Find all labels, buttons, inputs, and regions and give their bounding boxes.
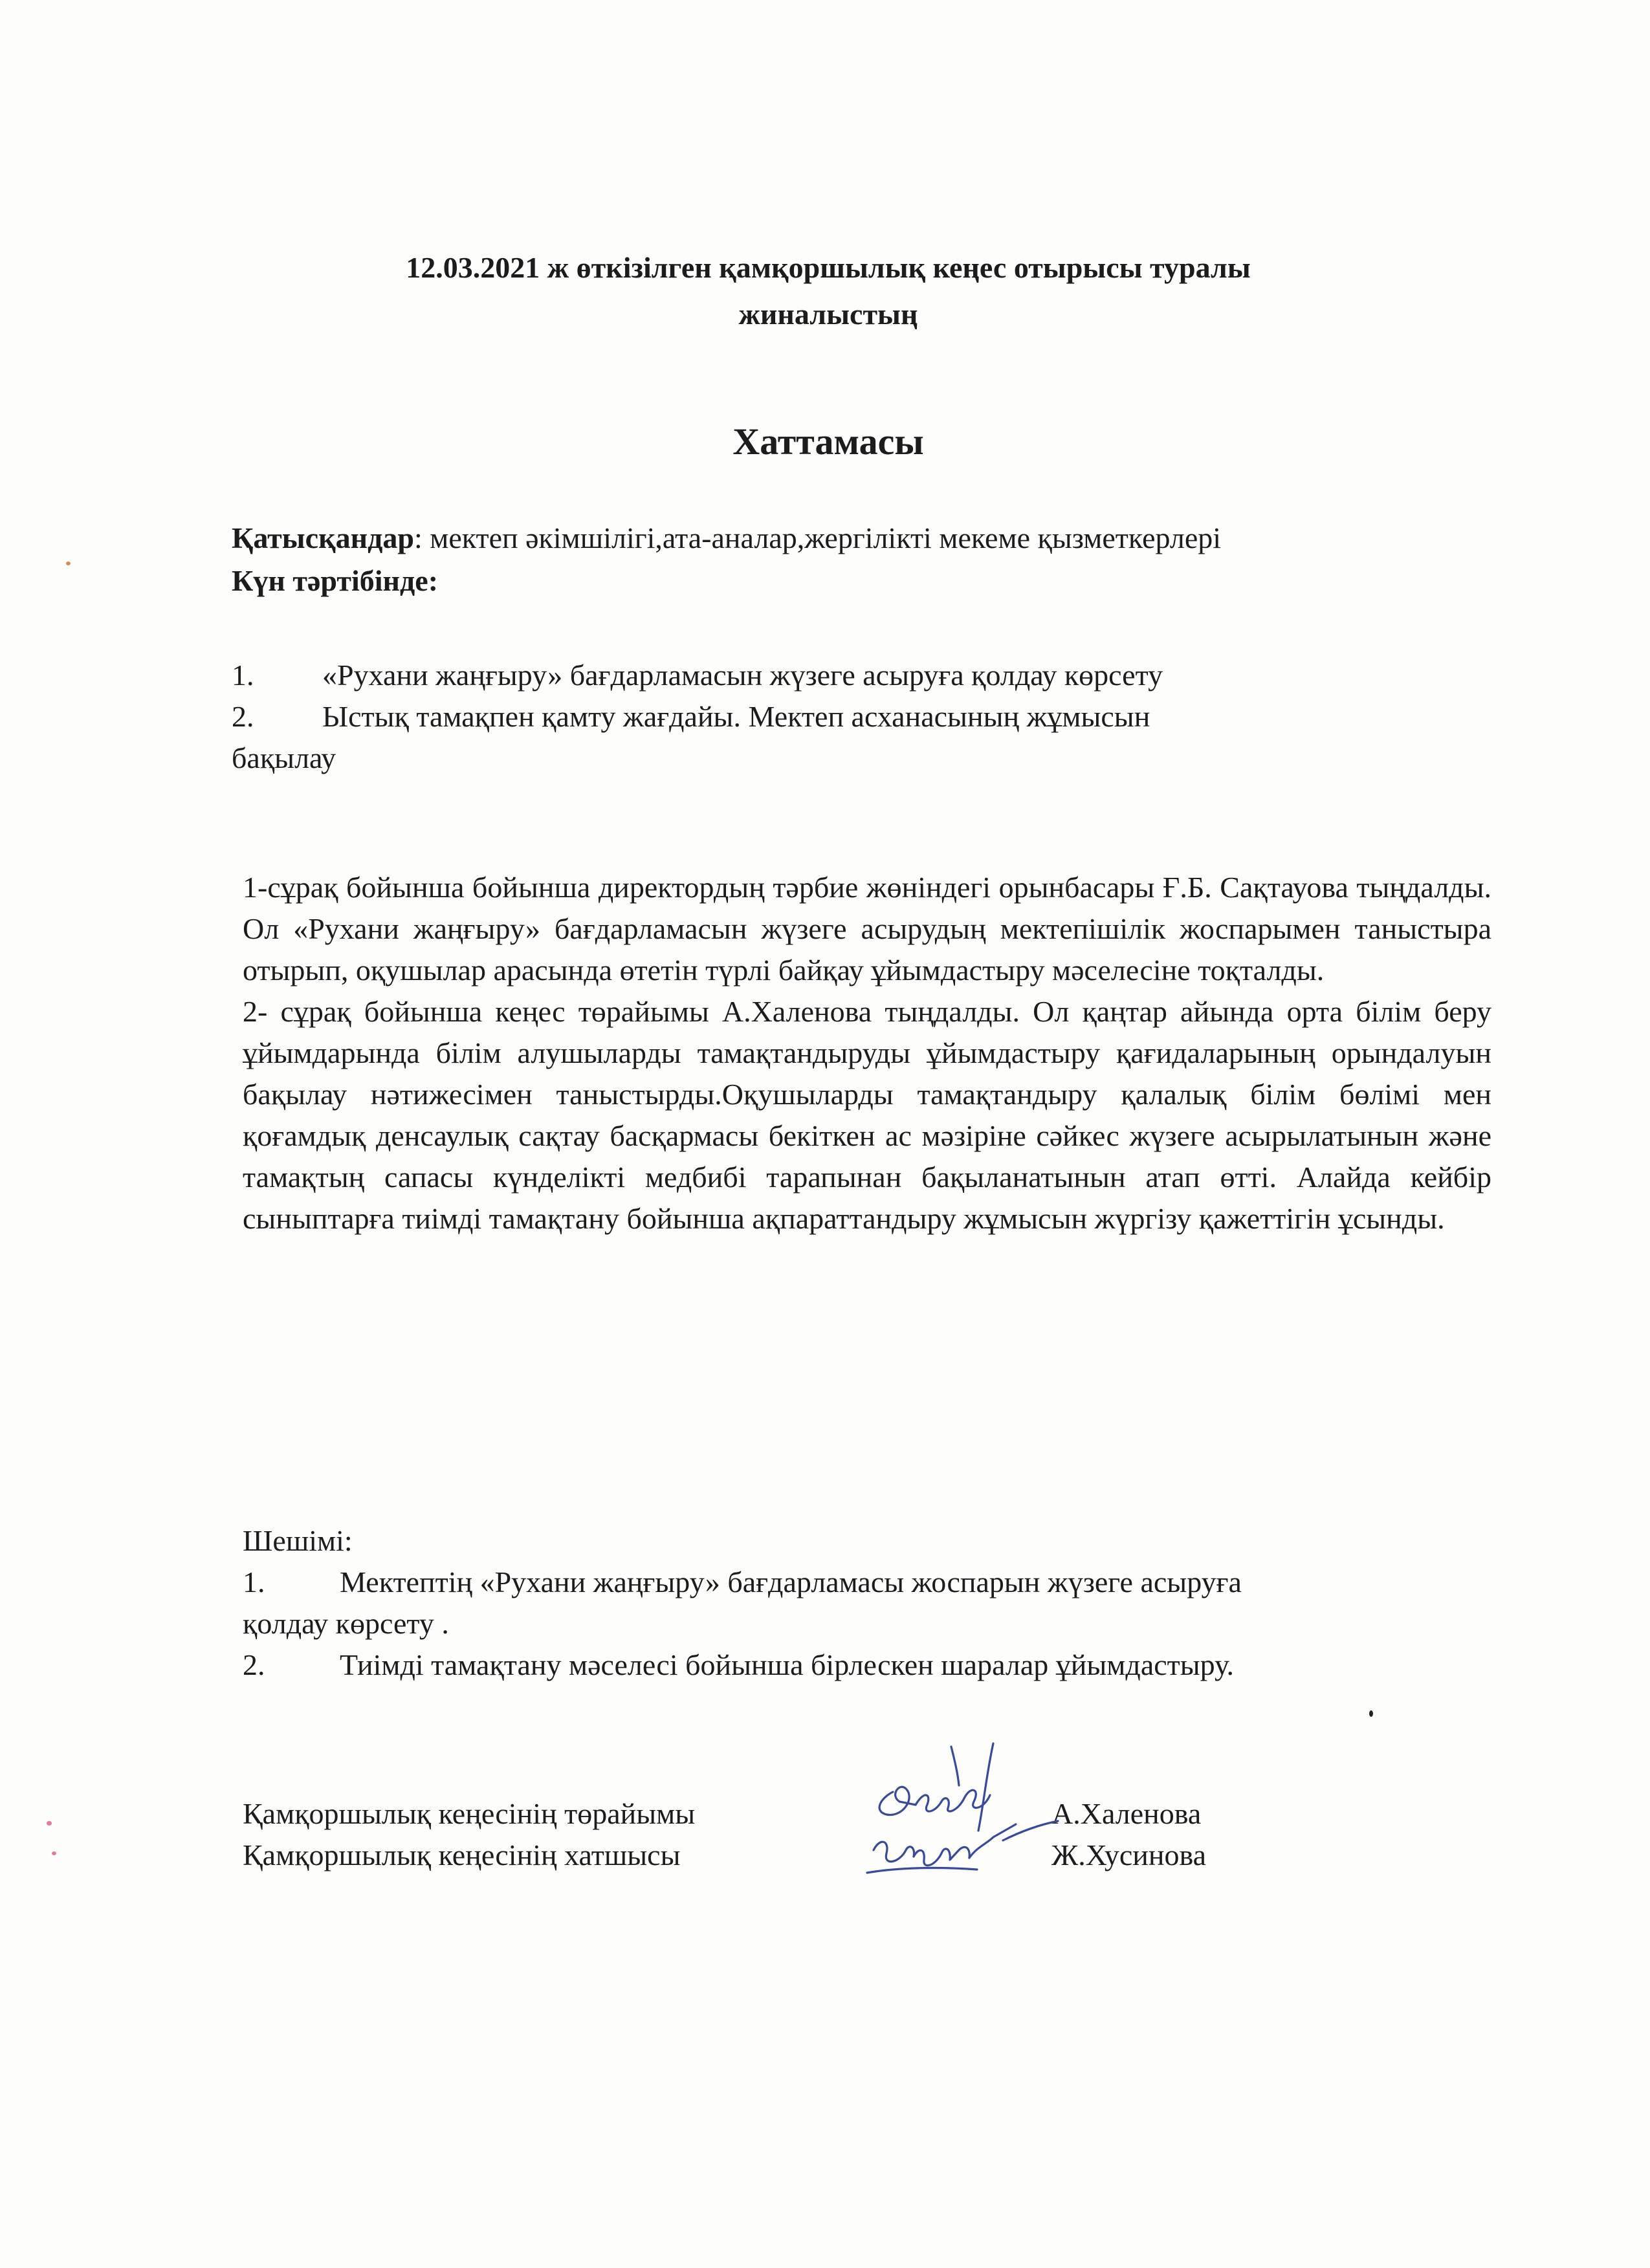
document-heading: Хаттамасы: [732, 420, 924, 463]
decision-item: [243, 1562, 1491, 1603]
agenda-list: [232, 655, 1461, 779]
signature-title: Қамқоршылық кеңесінің хатшысы: [243, 1838, 681, 1871]
body-text: [243, 867, 1491, 1239]
signature-name: А.Халенова: [1051, 1797, 1202, 1830]
participants-label: Қатысқандар: [232, 521, 414, 554]
decision-label: Шешімі:: [243, 1524, 353, 1557]
agenda-item-text: «Рухани жаңғыру» бағдарламасын жүзеге асыруға қолдау көрсету: [322, 659, 1163, 692]
decision-item-number: 2.: [243, 1648, 265, 1681]
signature-row-chair: [243, 1793, 1202, 1835]
signature-name: Ж.Хусинова: [1051, 1838, 1207, 1871]
title-line-1: 12.03.2021 ж өткізілген қамқоршылық кеңес отырысы туралы: [406, 251, 1251, 284]
agenda-item-number: 1.: [232, 659, 254, 692]
scan-speck: [1369, 1710, 1373, 1717]
participants-line: [232, 518, 1526, 559]
agenda-item-text: Ыстық тамақпен қамту жағдайы. Мектеп асханасының жұмысын: [322, 700, 1150, 733]
scan-speck: [47, 1821, 52, 1826]
scan-speck: [66, 562, 71, 565]
decision-item: [243, 1644, 1491, 1686]
title-line-2: жиналыстың: [738, 298, 918, 331]
scan-speck: [52, 1851, 56, 1855]
agenda-item-continuation: бақылау: [232, 741, 336, 774]
paragraph-question-1: 1-сұрақ бойынша бойынша директордың тәрбие жөніндегі орынбасары Ғ.Б. Сақтауова тыңдалды. Ол «Рухани жаңғыру» бағдарламасын жүзеге асырудың мектепішілік жоспарымен таныстыра отырып, оқушылар арасында өтетін түрлі байқау ұйымдастыру мәселесіне тоқталды.: [243, 871, 1491, 987]
agenda-item: [232, 696, 1461, 737]
agenda-item: [232, 655, 1461, 696]
decision-item-text: Тиімді тамақтану мәселесі бойынша бірлескен шаралар ұйымдастыру.: [340, 1648, 1234, 1681]
decision-section: [243, 1520, 1491, 1686]
agenda-item-number: 2.: [232, 700, 254, 733]
participants-text: : мектеп әкімшілігі,ата-аналар,жергілікті мекеме қызметкерлері: [413, 521, 1222, 554]
decision-item-number: 1.: [243, 1565, 265, 1598]
paragraph-question-2: 2- сұрақ бойынша кеңес төрайымы А.Халенова тыңдалды. Ол қаңтар айында орта білім беру ұйымдарында білім алушыларды тамақтандыруды ұйымдастыру қағидаларының орындалуын бақылау нәтижесімен таныстырды.Оқушыларды тамақтандыру қалалық білім бөлімі мен қоғамдық денсаулық сақтау басқармасы бекіткен ас мәзіріне сәйкес жүзеге асырылатынын және тамақтың сапасы күнделікті медбибі тарапынан бақыланатынын атап өтті. Алайда кейбір сыныптарға тиімді тамақтану бойынша ақпараттандыру жұмысын жүргізу қажеттігін ұсынды.: [243, 995, 1491, 1235]
agenda-label: Күн тәртібінде:: [232, 564, 439, 597]
decision-item-continuation: қолдау көрсету .: [243, 1607, 449, 1640]
signature-row-secretary: [243, 1835, 1207, 1876]
handwritten-signature: [854, 1734, 1061, 1902]
document-title: [285, 245, 1372, 338]
decision-item-text: Мектептің «Рухани жаңғыру» бағдарламасы жоспарын жүзеге асыруға: [340, 1565, 1242, 1598]
signature-title: Қамқоршылық кеңесінің төрайымы: [243, 1797, 696, 1830]
